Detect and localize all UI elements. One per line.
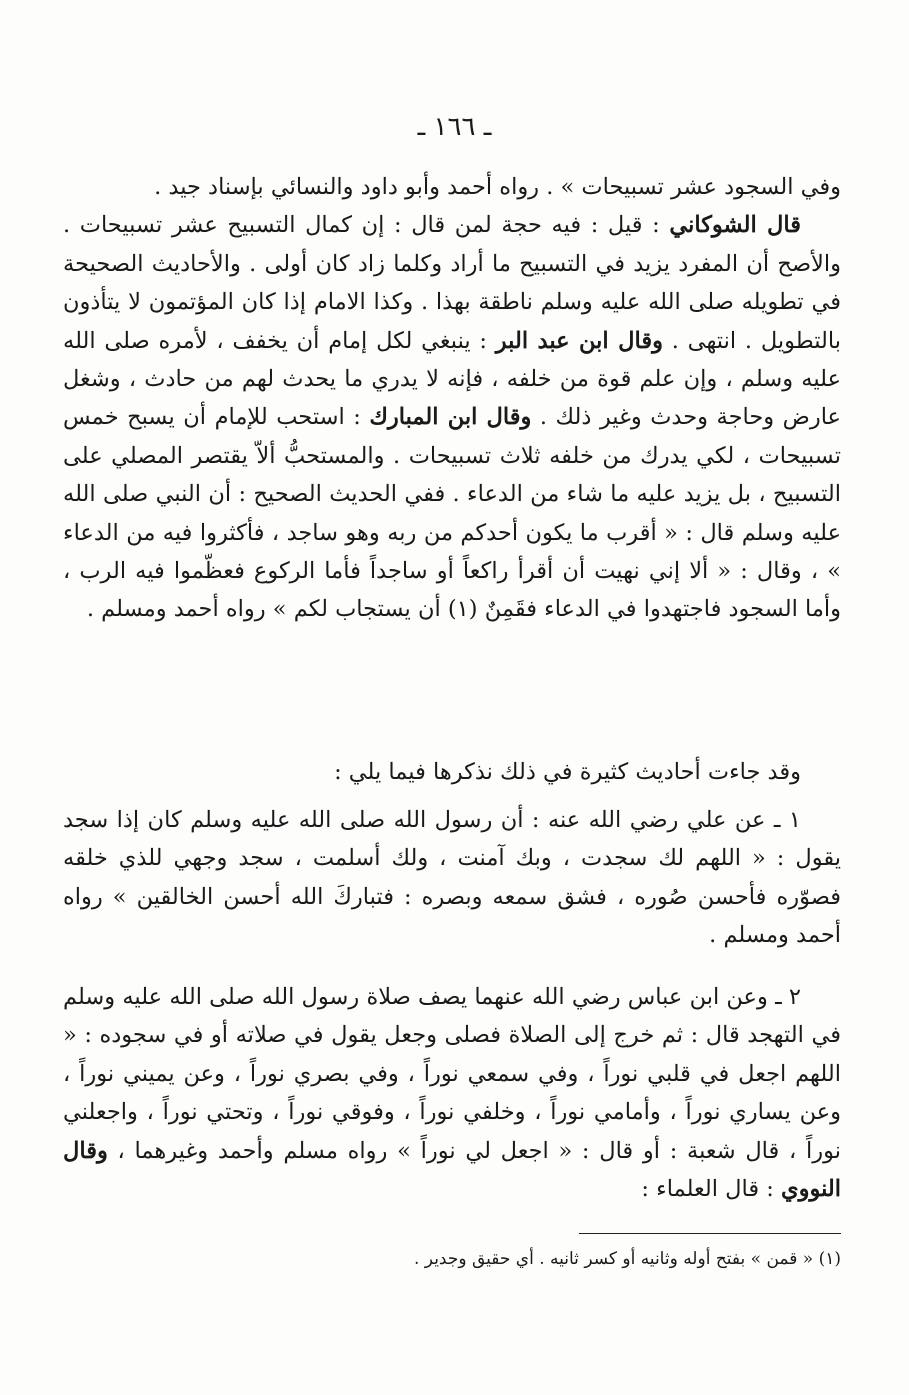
paragraph-1: وفي السجود عشر تسبيحات » . رواه أحمد وأبو داود والنسائي بإسناد جيد . bbox=[154, 174, 841, 200]
paragraph-5 bbox=[63, 978, 841, 1208]
speaker-nawawi: وقال النووي bbox=[63, 1137, 841, 1203]
speaker-ibn-abd-al-barr: وقال ابن عبد البر bbox=[495, 327, 663, 354]
text-block-hadith-1 bbox=[63, 801, 841, 955]
text-block-hadith-2 bbox=[63, 978, 841, 1208]
speaker-shawkani: قال الشوكاني bbox=[669, 212, 801, 239]
paragraph-5-text-1: ٢ ـ وعن ابن عباس رضي الله عنهما يصف صلاة رسول الله صلى الله عليه وسلم في التهجد قال : ثم خرج إلى الصلاة فصلى وجعل يقول في صلاته أو في سجوده : « اللهم اجعل في قلبي نوراً ، وفي سمعي نوراً ، وفي بصري نوراً ، وعن يميني نوراً ، وعن يساري نوراً ، وأمامي نوراً ، وخلفي نوراً ، وفوقي نوراً ، وتحتي نوراً ، واجعلني نوراً ، قال شعبة : أو قال : « اجعل لي نوراً » رواه مسلم وأحمد وغيرهما ، bbox=[63, 984, 841, 1164]
paragraph-5-text-2: : قال العلماء : bbox=[641, 1176, 781, 1203]
paragraph-2-text-3: : استحب للإمام أن يسبح خمس تسبيحات ، لكي يدرك من خلفه ثلاث تسبيحات . والمستحبُّ ألاّ يقتصر المصلي على التسبيح ، بل يزيد عليه ما شاء من الدعاء . ففي الحديث الصحيح : أن النبي صلى الله عليه وسلم قال : « أقرب ما يكون أحدكم من ربه وهو ساجد ، فأكثروا فيه من الدعاء » ، وقال : « ألا إني نهيت أن أقرأ راكعاً أو ساجداً فأما الركوع فعظّموا فيه الرب ، وأما السجود فاجتهدوا في الدعاء فقَمِنٌ (١) أن يستجاب لكم » رواه أحمد ومسلم . bbox=[63, 404, 841, 623]
paragraph-2-text-2: : ينبغي لكل إمام أن يخفف ، لأمره صلى الله عليه وسلم ، وإن علم قوة من خلفه ، فإنه لا يدري ما يحدث لهم من حادث ، وشغل عارض وحاجة وحدث وغير ذلك . bbox=[63, 327, 841, 431]
paragraph-2 bbox=[63, 206, 841, 628]
paragraph-4: ١ ـ عن علي رضي الله عنه : أن رسول الله صلى الله عليه وسلم كان إذا سجد يقول : « اللهم لك سجدت ، وبك آمنت ، ولك أسلمت ، سجد وجهي للذي خلقه فصوّره فأحسن صُوره ، فشق سمعه وبصره : فتباركَ الله أحسن الخالقين » رواه أحمد ومسلم . bbox=[63, 807, 841, 949]
footnote-divider bbox=[579, 1233, 841, 1234]
paragraph-3: وقد جاءت أحاديث كثيرة في ذلك نذكرها فيما يلي : bbox=[334, 759, 801, 785]
page-number: ـ ١٦٦ ـ bbox=[417, 112, 492, 142]
text-block-intro bbox=[63, 753, 841, 791]
paragraph-2-text-1: : قيل : فيه حجة لمن قال : إن كمال التسبيح عشر تسبيحات . والأصح أن المفرد يزيد في التسبيح ما أراد وكلما زاد كان أولى . والأحاديث الصحيحة في تطويله صلى الله عليه وسلم ناطقة بهذا . وكذا الامام إذا كان المؤتمون لا يتأذون بالتطويل . انتهى . bbox=[63, 212, 841, 354]
text-block-main bbox=[63, 168, 841, 629]
footnote: (١) « قمن » بفتح أوله وثانيه أو كسر ثانيه . أي حقيق وجدير . bbox=[414, 1249, 841, 1269]
speaker-ibn-al-mubarak: وقال ابن المبارك bbox=[369, 404, 532, 431]
